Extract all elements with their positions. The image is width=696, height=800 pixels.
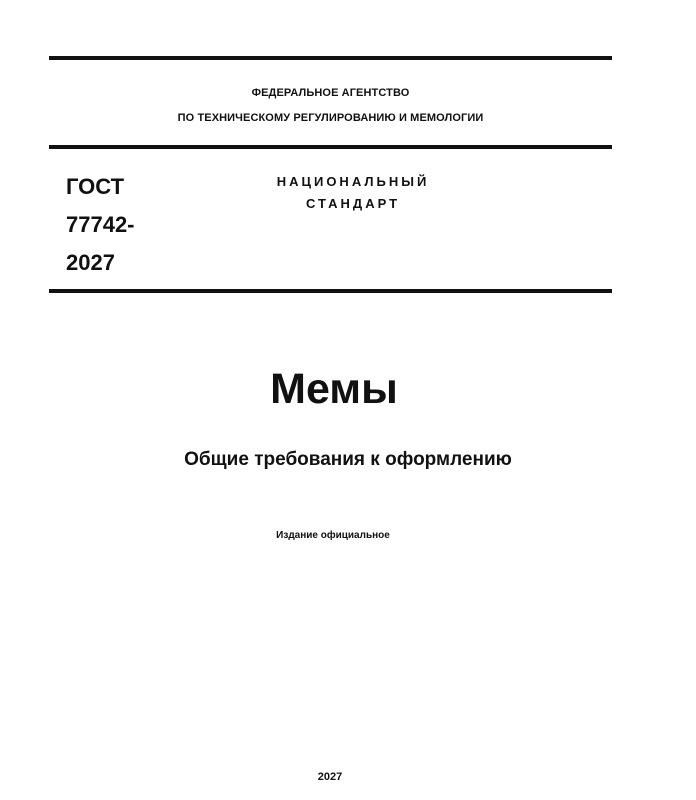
standard-type [228,171,478,215]
standard-type-line-2: СТАНДАРТ [305,196,401,211]
gost-label: ГОСТ [66,174,125,199]
agency-header [49,81,612,131]
publication-year: 2027 [317,771,343,783]
edition-note: Издание официальное [276,530,390,541]
document-subtitle: Общие требования к оформлению [184,449,512,470]
agency-line-1: ФЕДЕРАЛЬНОЕ АГЕНТСТВО [251,87,410,99]
top-divider [49,56,612,60]
gost-year: 2027 [66,250,115,275]
bottom-divider [49,289,612,293]
standard-type-line-1: НАЦИОНАЛЬНЫЙ [276,174,430,189]
gost-number: 77742- [66,212,135,237]
agency-line-2: ПО ТЕХНИЧЕСКОМУ РЕГУЛИРОВАНИЮ И МЕМОЛОГИИ [177,112,484,124]
document-title: Мемы [270,365,398,413]
gost-designation [66,168,135,282]
middle-divider [49,145,612,149]
